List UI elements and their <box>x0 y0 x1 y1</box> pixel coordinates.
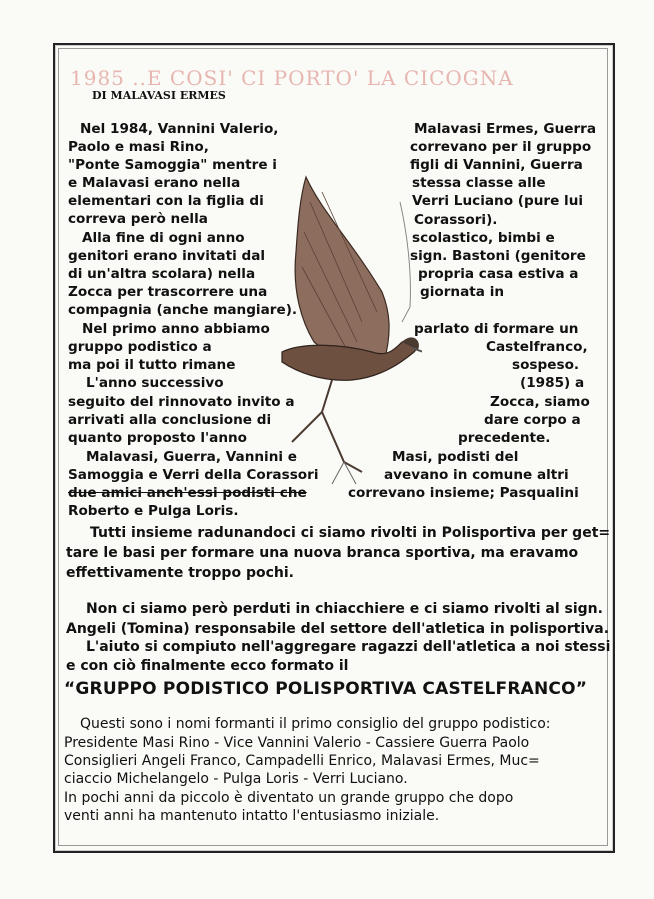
right-line: Verri Luciano (pure lui <box>412 193 584 209</box>
left-line: Nel primo anno abbiamo <box>82 321 270 337</box>
right-line: correvano per il gruppo <box>410 139 592 155</box>
closing-line: In pochi anni da piccolo è diventato un grande gruppo che dopo <box>64 790 514 806</box>
paragraph-line: tare le basi per formare una nuova branca sportiva, ma eravamo <box>66 545 579 561</box>
left-line: Malavasi, Guerra, Vannini e <box>86 449 298 465</box>
right-line: scolastico, bimbi e <box>412 230 555 246</box>
left-line: Roberto e Pulga Loris. <box>68 503 239 519</box>
paragraph-line: Tutti insieme radunandoci ci siamo rivolti in Polisportiva per get= <box>90 525 611 541</box>
left-line: elementari con la figlia di <box>68 193 264 209</box>
paragraph-line: effettivamente troppo pochi. <box>66 565 294 581</box>
left-line: Nel 1984, Vannini Valerio, <box>80 121 279 137</box>
closing-line: ciaccio Michelangelo - Pulga Loris - Verri Luciano. <box>64 771 408 787</box>
right-line: (1985) a <box>520 375 585 391</box>
right-line: avevano in comune altri <box>384 467 569 483</box>
left-line: L'anno successivo <box>86 375 224 391</box>
left-line: Zocca per trascorrere una <box>68 284 268 300</box>
closing-line: Consiglieri Angeli Franco, Campadelli Enrico, Malavasi Ermes, Muc= <box>64 753 540 769</box>
paragraph-line: Angeli (Tomina) responsabile del settore dell'atletica in polisportiva. <box>66 621 610 637</box>
closing-line: venti anni ha mantenuto intatto l'entusiasmo iniziale. <box>64 808 440 824</box>
right-line: Zocca, siamo <box>490 394 590 410</box>
right-line: precedente. <box>458 430 551 446</box>
left-line: genitori erano invitati dal <box>68 248 266 264</box>
author-byline: DI MALAVASI ERMES <box>92 89 226 102</box>
right-line: giornata in <box>420 284 505 300</box>
left-line: seguito del rinnovato invito a <box>68 394 295 410</box>
left-line: ma poi il tutto rimane <box>68 357 236 373</box>
closing-line: Presidente Masi Rino - Vice Vannini Valerio - Cassiere Guerra Paolo <box>64 735 530 751</box>
left-line: quanto proposto l'anno <box>68 430 248 446</box>
left-line: Alla fine di ogni anno <box>82 230 245 246</box>
paragraph-line: Non ci siamo però perduti in chiacchiere e ci siamo rivolti al sign. <box>86 601 603 617</box>
article-title: 1985 ..E COSI' CI PORTO' LA CICOGNA <box>70 66 514 90</box>
left-line: Paolo e masi Rino, <box>68 139 209 155</box>
left-line: arrivati alla conclusione di <box>68 412 272 428</box>
right-line: parlato di formare un <box>414 321 579 337</box>
right-line: stessa classe alle <box>412 175 546 191</box>
stork-illustration <box>262 172 422 492</box>
right-line: Corassori). <box>414 212 498 228</box>
group-name-heading: “GRUPPO PODISTICO POLISPORTIVA CASTELFRANCO” <box>64 679 588 699</box>
right-line: Castelfranco, <box>486 339 588 355</box>
right-line: Malavasi Ermes, Guerra <box>414 121 597 137</box>
left-line: correva però nella <box>68 211 208 227</box>
right-line: propria casa estiva a <box>418 266 579 282</box>
left-line: gruppo podistico a <box>68 339 212 355</box>
closing-line: Questi sono i nomi formanti il primo consiglio del gruppo podistico: <box>80 716 551 732</box>
right-line: sospeso. <box>512 357 580 373</box>
paragraph-line: e con ciò finalmente ecco formato il <box>66 658 349 674</box>
paragraph-line: L'aiuto si compiuto nell'aggregare ragazzi dell'atletica a noi stessi <box>86 639 611 655</box>
left-line: compagnia (anche mangiare). <box>68 302 298 318</box>
left-line: due amici anch'essi podisti che <box>68 485 307 501</box>
right-line: dare corpo a <box>484 412 581 428</box>
right-line: Masi, podisti del <box>392 449 519 465</box>
right-line: correvano insieme; Pasqualini <box>348 485 579 501</box>
right-line: sign. Bastoni (genitore <box>410 248 586 264</box>
right-line: figli di Vannini, Guerra <box>410 157 583 173</box>
left-line: di un'altra scolara) nella <box>68 266 256 282</box>
left-line: Samoggia e Verri della Corassori <box>68 467 319 483</box>
left-line: "Ponte Samoggia" mentre i <box>68 157 277 173</box>
left-line: e Malavasi erano nella <box>68 175 241 191</box>
